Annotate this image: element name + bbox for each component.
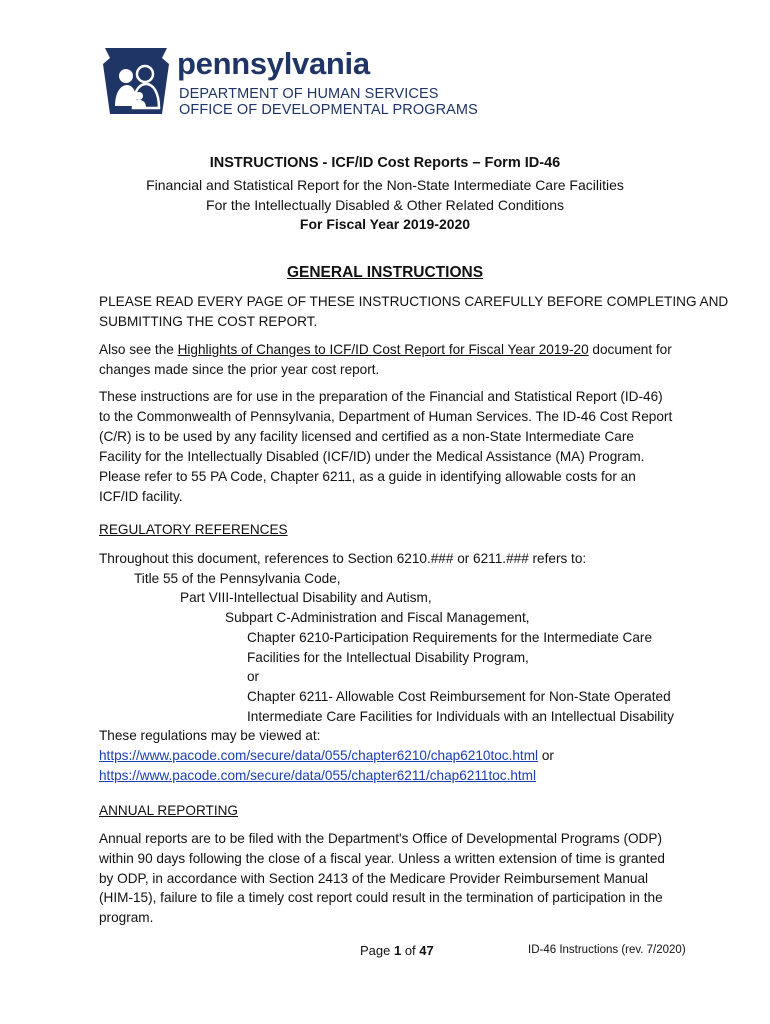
paragraph-line: (C/R) is to be used by any facility licensed and certified as a non-State Intermediate Care: [99, 429, 634, 444]
pa-dhs-logo: [99, 44, 478, 122]
paragraph-line: ICF/ID facility.: [99, 489, 183, 504]
page-number: [360, 943, 434, 958]
paragraph-line: within 90 days following the close of a fiscal year. Unless a written extension of time is granted: [99, 851, 665, 866]
page-prefix: Page: [360, 943, 394, 958]
regulatory-item: Chapter 6211- Allowable Cost Reimbursement for Non-State Operated: [247, 689, 671, 704]
page-current: 1: [393, 943, 402, 958]
highlights-line2: changes made since the prior year cost report.: [99, 362, 380, 377]
regulatory-item: Part VIII-Intellectual Disability and Autism,: [180, 590, 432, 605]
paragraph-line: to the Commonwealth of Pennsylvania, Department of Human Services. The ID-46 Cost Report: [99, 409, 673, 424]
highlights-pre: Also see the: [99, 342, 178, 357]
document-subtitle-2: For the Intellectually Disabled & Other Related Conditions: [206, 197, 564, 213]
paragraph-line: Please refer to 55 PA Code, Chapter 6211, as a guide in identifying allowable costs for an: [99, 469, 636, 484]
paragraph-line: by ODP, in accordance with Section 2413 of the Medicare Provider Reimbursement Manual: [99, 871, 649, 886]
highlights-post: document for: [588, 342, 672, 357]
paragraph-line: program.: [99, 910, 154, 925]
regulations-viewed: These regulations may be viewed at:: [99, 728, 321, 743]
url-line-1: [99, 747, 554, 765]
regulatory-intro: Throughout this document, references to Section 6210.### or 6211.### refers to:: [99, 551, 587, 566]
logo-state-name: pennsylvania: [177, 46, 370, 81]
paragraph-line: (HIM-15), failure to file a timely cost report could result in the termination of participation in the: [99, 890, 663, 905]
regulatory-item: Title 55 of the Pennsylvania Code,: [134, 571, 341, 586]
regulatory-item: or: [247, 669, 260, 684]
document-title: INSTRUCTIONS - ICF/ID Cost Reports – Form ID-46: [209, 155, 561, 171]
paragraph-line: Facility for the Intellectually Disabled (ICF/ID) under the Medical Assistance (MA) Program.: [99, 449, 645, 464]
page-of: of: [401, 943, 420, 958]
regulatory-item: Chapter 6210-Participation Requirements for the Intermediate Care: [247, 630, 653, 645]
regulatory-item: Subpart C-Administration and Fiscal Management,: [225, 610, 530, 625]
pacode-6210-link[interactable]: https://www.pacode.com/secure/data/055/chapter6210/chap6210toc.html: [99, 748, 539, 763]
fiscal-year: For Fiscal Year 2019-2020: [299, 216, 471, 232]
logo-department: [179, 86, 478, 118]
highlights-link[interactable]: Highlights of Changes to ICF/ID Cost Report for Fiscal Year 2019-20: [177, 342, 589, 357]
keystone-family-icon: [99, 44, 173, 120]
form-id-footer: ID-46 Instructions (rev. 7/2020): [528, 944, 686, 956]
document-subtitle-1: Financial and Statistical Report for the Non-State Intermediate Care Facilities: [146, 177, 624, 193]
notice-line: SUBMITTING THE COST REPORT.: [99, 314, 318, 329]
regulatory-heading: REGULATORY REFERENCES: [99, 522, 288, 537]
pacode-6211-link[interactable]: https://www.pacode.com/secure/data/055/chapter6211/chap6211toc.html: [99, 768, 537, 783]
general-instructions-heading: GENERAL INSTRUCTIONS: [286, 264, 484, 281]
annual-reporting-heading: ANNUAL REPORTING: [99, 803, 238, 818]
regulatory-item: Facilities for the Intellectual Disability Program,: [247, 650, 529, 665]
highlights-paragraph: [99, 341, 672, 359]
logo-dept-line1: DEPARTMENT OF HUMAN SERVICES: [179, 86, 439, 102]
url-or: or: [538, 748, 554, 763]
paragraph-line: Annual reports are to be filed with the Department's Office of Developmental Programs (ODP): [99, 831, 662, 846]
paragraph-line: These instructions are for use in the preparation of the Financial and Statistical Report (ID-46): [99, 389, 663, 404]
logo-dept-line2: OFFICE OF DEVELOPMENTAL PROGRAMS: [179, 102, 478, 118]
url-line-2: [99, 767, 536, 785]
regulatory-item: Intermediate Care Facilities for Individuals with an Intellectual Disability: [247, 709, 674, 724]
page-total: 47: [419, 943, 434, 958]
notice-line: PLEASE READ EVERY PAGE OF THESE INSTRUCTIONS CAREFULLY BEFORE COMPLETING AND: [99, 294, 729, 309]
